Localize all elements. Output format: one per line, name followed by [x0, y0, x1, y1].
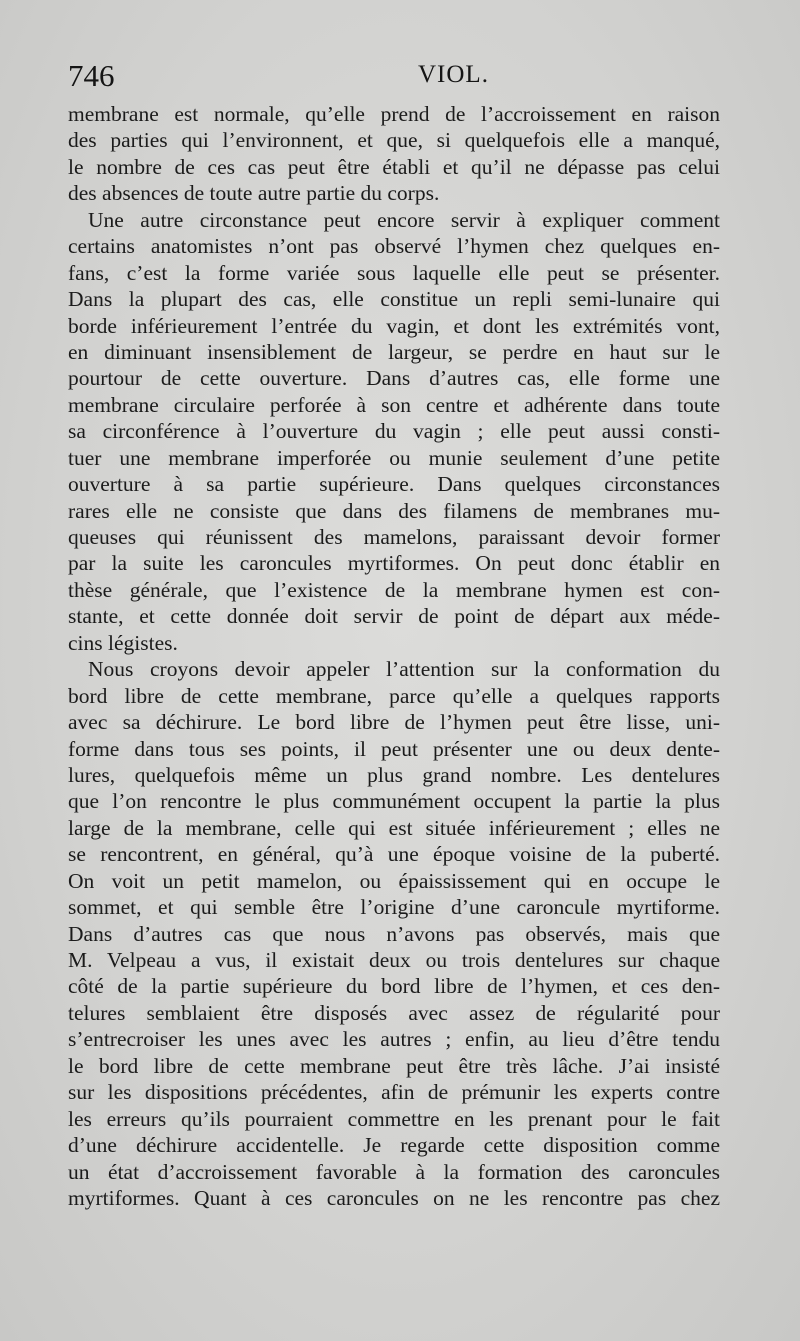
- text-line: sa circonférence à l’ouverture du vagin ; elle peut aussi consti-: [68, 419, 720, 444]
- text-line: fans, c’est la forme variée sous laquelle elle peut se présenter.: [68, 260, 720, 285]
- running-title: VIOL.: [418, 61, 489, 88]
- text-line: thèse générale, que l’existence de la membrane hymen est con-: [68, 577, 720, 602]
- text-line: se rencontrent, en général, qu’à une époque voisine de la puberté.: [68, 842, 720, 867]
- text-line: certains anatomistes n’ont pas observé l’hymen chez quelques en-: [68, 234, 720, 259]
- text-line: membrane est normale, qu’elle prend de l’accroissement en raison: [68, 102, 720, 126]
- text-line: rares elle ne consiste que dans des filamens de membranes mu-: [68, 498, 720, 523]
- text-line: sommet, et qui semble être l’origine d’une caroncule myrtiforme.: [68, 895, 720, 920]
- text-line: M. Velpeau a vus, il existait deux ou trois dentelures sur chaque: [68, 948, 720, 972]
- text-line: en diminuant insensiblement de largeur, se perdre en haut sur le: [68, 339, 720, 364]
- text-line: lures, quelquefois même un plus grand nombre. Les dentelures: [68, 762, 720, 787]
- text-line: stante, et cette donnée doit servir de point de départ aux méde-: [68, 604, 720, 629]
- body-text: [68, 101, 720, 1211]
- text-line: Dans d’autres cas que nous n’avons pas observés, mais que: [68, 921, 720, 946]
- text-line: sur les dispositions précédentes, afin de prémunir les experts contre: [68, 1080, 720, 1105]
- text-line: On voit un petit mamelon, ou épaississement qui en occupe le: [68, 868, 720, 893]
- text-line: Une autre circonstance peut encore servir à expliquer comment: [88, 207, 720, 232]
- text-line: large de la membrane, celle qui est située inférieurement ; elles ne: [68, 815, 720, 840]
- text-line: un état d’accroissement favorable à la formation des caroncules: [68, 1159, 720, 1184]
- text-line: le nombre de ces cas peut être établi et qu’il ne dépasse pas celui: [68, 154, 720, 179]
- text-line: côté de la partie supérieure du bord libre de l’hymen, et ces den-: [68, 974, 720, 999]
- text-line: queuses qui réunissent des mamelons, paraissant devoir former: [68, 525, 720, 549]
- text-line: avec sa déchirure. Le bord libre de l’hymen peut être lisse, uni-: [68, 710, 720, 735]
- text-line: des parties qui l’environnent, et que, si quelquefois elle a manqué,: [68, 128, 720, 153]
- text-line: cins légistes.: [68, 630, 178, 655]
- text-line: bord libre de cette membrane, parce qu’elle a quelques rapports: [68, 683, 720, 708]
- text-line: d’une déchirure accidentelle. Je regarde cette disposition comme: [68, 1133, 720, 1158]
- text-line: s’entrecroiser les unes avec les autres ; enfin, au lieu d’être tendu: [68, 1027, 720, 1052]
- text-line: ouverture à sa partie supérieure. Dans quelques circonstances: [68, 472, 720, 497]
- text-line: le bord libre de cette membrane peut être très lâche. J’ai insisté: [68, 1053, 720, 1078]
- text-line: par la suite les caroncules myrtiformes. On peut donc établir en: [68, 551, 720, 576]
- page-number: 746: [68, 58, 115, 93]
- text-line: des absences de toute autre partie du corps.: [68, 181, 440, 206]
- text-line: tuer une membrane imperforée ou munie seulement d’une petite: [68, 445, 720, 470]
- text-line: telures semblaient être disposés avec assez de régularité pour: [68, 1000, 720, 1025]
- text-line: myrtiformes. Quant à ces caroncules on ne les rencontre pas chez: [68, 1185, 720, 1210]
- text-line: Dans la plupart des cas, elle constitue un repli semi-lunaire qui: [68, 287, 720, 312]
- text-line: Nous croyons devoir appeler l’attention sur la conformation du: [88, 657, 720, 682]
- text-line: les erreurs qu’ils pourraient commettre en les prenant pour le fait: [68, 1106, 720, 1131]
- text-line: membrane circulaire perforée à son centre et adhérente dans toute: [68, 392, 720, 417]
- text-line: que l’on rencontre le plus communément occupent la partie la plus: [68, 789, 720, 814]
- text-line: borde inférieurement l’entrée du vagin, et dont les extrémités vont,: [68, 313, 720, 338]
- text-line: pourtour de cette ouverture. Dans d’autres cas, elle forme une: [68, 366, 720, 391]
- running-head: [66, 58, 730, 94]
- text-line: forme dans tous ses points, il peut présenter une ou deux dente-: [68, 736, 720, 761]
